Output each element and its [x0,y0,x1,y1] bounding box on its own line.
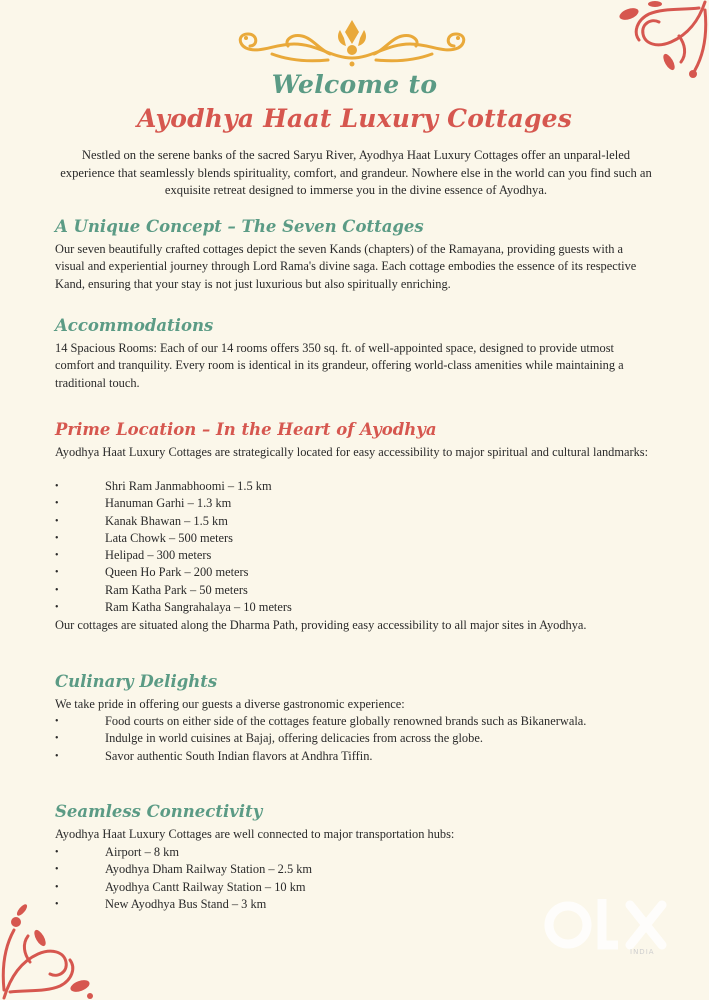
location-list [55,478,655,616]
list-item: • Ram Katha Sangrahalaya – 10 meters [55,599,655,616]
connectivity-intro: Ayodhya Haat Luxury Cottages are well connected to major transportation hubs: [55,827,455,841]
location-heading: Prime Location – In the Heart of Ayodhya [55,420,437,439]
accommodations-heading: Accommodations [55,316,214,335]
list-item: • Kanak Bhawan – 1.5 km [55,513,655,530]
corner-ornament-icon [0,900,100,1000]
intro-paragraph: Nestled on the serene banks of the sacred Saryu River, Ayodhya Haat Luxury Cottages offer an unparal-leled experience that seamlessly blends spirituality, comfort, and grandeur. Nowhere else in the world can you find such an exquisite retreat designed to immerse you in the divine essence of Ayodhya. [60,148,652,197]
list-item: • Lata Chowk – 500 meters [55,530,655,547]
list-item: • Helipad – 300 meters [55,547,655,564]
connectivity-heading: Seamless Connectivity [55,802,263,821]
location-intro: Ayodhya Haat Luxury Cottages are strategically located for easy accessibility to major spiritual and cultural landmarks: [55,445,649,459]
culinary-list [55,713,655,765]
list-item: • Ram Katha Park – 50 meters [55,582,655,599]
list-item: • Savor authentic South Indian flavors at Andhra Tiffin. [55,748,655,765]
culinary-intro: We take pride in offering our guests a diverse gastronomic experience: [55,697,405,711]
location-outro: Our cottages are situated along the Dharma Path, providing easy accessibility to all major sites in Ayodhya. [55,618,587,632]
list-item: • Hanuman Garhi – 1.3 km [55,495,655,512]
page-title-line1: Welcome to [271,70,438,99]
list-item: • Airport – 8 km [55,844,655,861]
corner-ornament-icon [609,0,709,80]
concept-heading: A Unique Concept – The Seven Cottages [55,217,424,236]
list-item: • Queen Ho Park – 200 meters [55,564,655,581]
list-item: • Shri Ram Janmabhoomi – 1.5 km [55,478,655,495]
page-title-line2: Ayodhya Haat Luxury Cottages [136,104,573,133]
list-item: • Food courts on either side of the cottages feature globally renowned brands such as Bikanerwala. [55,713,655,730]
list-item: • Indulge in world cuisines at Bajaj, offering delicacies from across the globe. [55,730,655,747]
concept-paragraph: Our seven beautifully crafted cottages depict the seven Kands (chapters) of the Ramayana, providing guests with a visual and experiential journey through Lord Rama's divine saga. Each cottage embodies the essence of its respective Kand, ensuring that your stay is not just luxurious but also spiritually enriching. [55,242,637,291]
list-item: • Ayodhya Dham Railway Station – 2.5 km [55,861,655,878]
accommodations-paragraph: 14 Spacious Rooms: Each of our 14 rooms offers 350 sq. ft. of well-appointed space, designed to provide utmost comfort and tranquility. Every room is identical in its grandeur, offering world-class amenities while maintaining a traditional touch. [55,341,624,390]
culinary-heading: Culinary Delights [55,672,218,691]
list-item: • Ayodhya Cantt Railway Station – 10 km [55,879,655,896]
watermark-sub-label: INDIA [630,948,655,956]
list-item: • New Ayodhya Bus Stand – 3 km [55,896,655,913]
gold-ornament-icon [232,14,472,72]
